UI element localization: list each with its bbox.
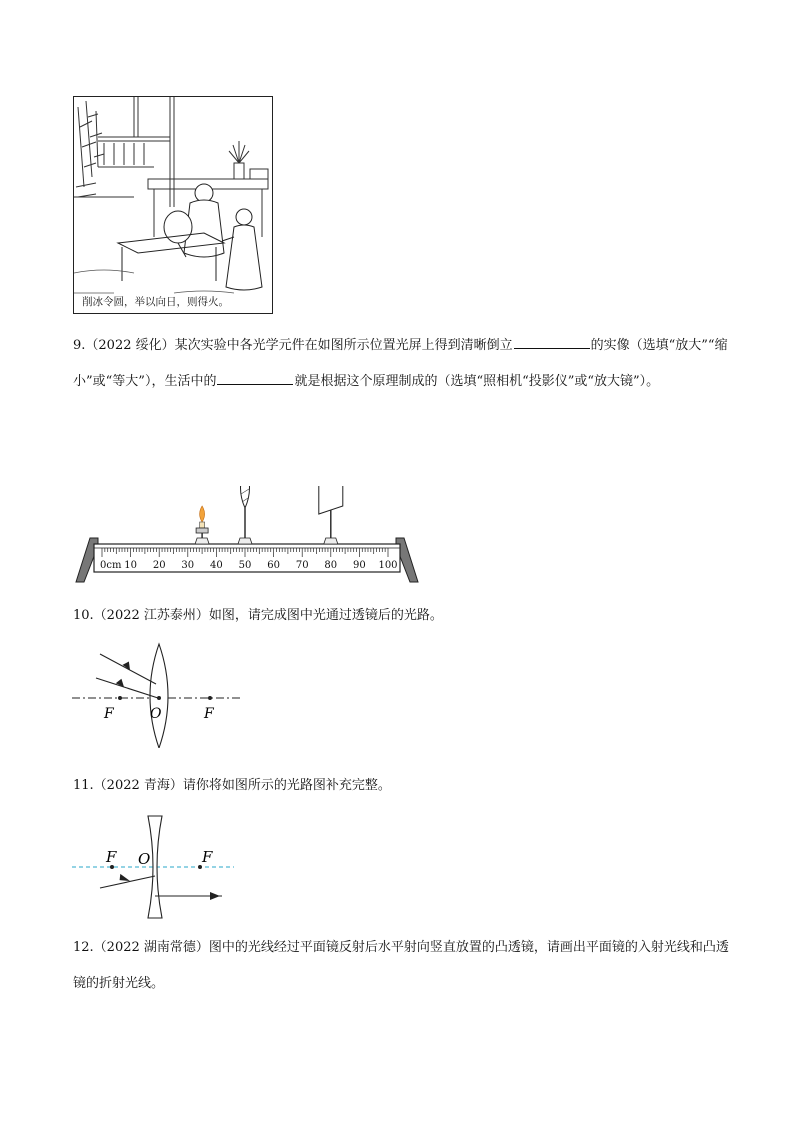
- focal-point-right-dot: [208, 696, 212, 700]
- optical-bench-figure: [72, 486, 422, 592]
- focal-label-left: F: [104, 706, 114, 722]
- illustration-drawing: [74, 97, 272, 313]
- focal-label-right-11: F: [202, 848, 213, 866]
- lens-center-label: O: [150, 706, 162, 722]
- convex-lens-figure: [72, 642, 242, 752]
- ruler-tick-label: 70: [295, 560, 309, 571]
- focal-point-left-dot: [118, 696, 122, 700]
- ruler-tick-label: 80: [324, 560, 338, 571]
- focal-label-left-11: F: [106, 848, 117, 866]
- concave-lens-figure: [72, 814, 242, 924]
- ancient-illustration: [73, 96, 273, 314]
- question-9-part1: 9.（2022 绥化）某次实验中各光学元件在如图所示位置光屏上得到清晰倒立: [73, 338, 513, 353]
- question-12: 12.（2022 湖南常德）图中的光线经过平面镜反射后水平射向竖直放置的凸透镜，请画出平面镜的入射光线和凸透镜的折射光线。: [73, 940, 729, 991]
- light-screen-panel: [319, 486, 343, 514]
- ruler-tick-label: 20: [152, 560, 166, 571]
- question-9: [73, 328, 733, 400]
- ruler-tick-label: 10: [124, 560, 137, 571]
- ruler-tick-label: 100: [378, 560, 398, 571]
- optical-bench-svg: [72, 486, 422, 588]
- convex-lens: [238, 486, 252, 544]
- concave-lens-svg: [72, 814, 242, 920]
- question-10: 10.（2022 江苏泰州）如图，请完成图中光通过透镜后的光路。: [73, 608, 443, 623]
- lens-center-label-11: O: [138, 850, 151, 868]
- ruler-tick-label: 90: [353, 560, 366, 571]
- convex-lens-svg: [72, 642, 242, 748]
- focal-label-right: F: [204, 706, 214, 722]
- incident-ray-11: [100, 876, 155, 888]
- illustration-caption: 削冰令圆，举以向日，则得火。: [82, 296, 229, 308]
- ruler-tick-label: 60: [267, 560, 280, 571]
- candle-body: [200, 522, 205, 528]
- question-9-part2: 的实像（选填“放大”“缩小”或“等大”），生活中的: [73, 338, 728, 389]
- candle-flame: [200, 506, 205, 522]
- ruler-tick-label: 30: [181, 560, 195, 571]
- ruler-tick-label: 40: [210, 560, 223, 571]
- answer-blank-image-type[interactable]: [514, 334, 590, 349]
- candle: [195, 506, 209, 544]
- question-9-part3: 就是根据这个原理制成的（选填“照相机“投影仪”或“放大镜”）。: [294, 374, 660, 389]
- answer-blank-device[interactable]: [217, 370, 293, 385]
- question-11: 11.（2022 青海）请你将如图所示的光路图补充完整。: [73, 778, 391, 793]
- incident-ray-upper: [100, 654, 156, 684]
- light-screen: [319, 486, 343, 544]
- ruler-tick-label: 0cm: [100, 560, 122, 571]
- incident-ray-lower: [96, 678, 158, 698]
- ruler-tick-label: 50: [238, 560, 252, 571]
